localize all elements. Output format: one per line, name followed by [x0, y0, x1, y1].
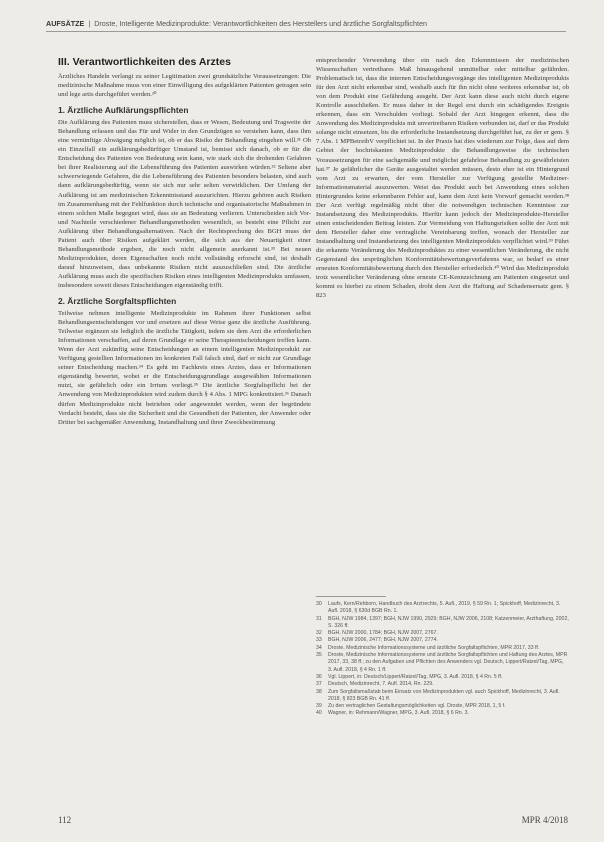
footnote-number: 38 — [316, 688, 322, 695]
footnote-item — [316, 674, 569, 681]
header-section: AUFSÄTZE — [46, 18, 85, 28]
footnote-item — [316, 601, 569, 616]
footnote-number: 37 — [316, 681, 322, 688]
subsection-body-2 — [58, 309, 311, 427]
subsection-text-2: Teilweise nehmen intelligente Medizinprodukte im Rahmen ihrer Funktionen selbst Behandlungsentscheidungen vor und ersetzen auf diese Weise ganz die ärztliche Ausführung. Teilweise ergänzen sie lediglich die ärztliche Tätigkeit, indem sie dem Arzt die erforderlichen Informationen verschaffen, auf deren Grundlage er seine Therapieentscheidungen treffen kann. Wenn der Arzt zukünftig seine Entscheidungen an einem intelligenten Medizinprodukt zur Verfügung gestellten Informationen im konkreten Fall falsch sind, darf er nicht zur Grundlage seiner Entscheidung machen.³⁴ Es geht im Fachkreis eines Arztes, dass er Informationen eigenständig bewertet, wobei er die Entscheidungsgrundlage ausgewählten Informationen nutzt, sie gefährlich oder ein Irrtum vorliegt.³⁵ Die ärztliche Sorgfaltspflicht bei der Anwendung von Medizinprodukten wird zudem durch § 4 Abs. 1 MPG konkretisiert.³⁶ Danach dürfen Medizinprodukte nicht betrieben oder angewendet werden, wenn der begründete Verdacht besteht, dass sie die Sicherheit und die Gesundheit der Patienten, der Anwender oder Dritter bei sachgemäßer Anwendung, Instandhaltung und ihrer Zweckbestimmung — [58, 310, 311, 426]
footnote-item — [316, 652, 569, 674]
journal-issue: MPR 4/2018 — [521, 815, 568, 825]
right-column-body — [316, 56, 569, 300]
header-rule — [46, 31, 566, 32]
right-column-text: entsprechender Verwendung über ein nach den Erkenntnissen der medizinischen Wissenschaften vertretbares Maß hinausgehend unmittelbar oder mittelbar gefährden. Problematisch ist, dass die internen Entscheidungsvorgänge des intelligenten Medizinprodukts für den Arzt nicht erkennbar sind, weshalb auch für ihn nicht ohne weiteres erkennbar ist, ob von dem Produkt eine Gefährdung ausgeht. Der Arzt kann diese auch nicht durch eigene Kontrolle ausschließen. Er muss daher in der Regel erst durch ein schädigendes Ereignis erkennen, dass ein Verschulden vorliegt. Sobald der Arzt hingegen erkennt, dass die Anwendung des Medizinprodukts mit unvertretbaren Risiken verbunden ist, darf er das Produkt solange nicht einsetzen, bis die erforderliche Instandsetzung durchgeführt hat, zu der er gem. § 7 Abs. 1 MPBetreibV verpflichtet ist. In der Praxis hat dies wiederum zur Folge, dass auf dem Gebiet der hochriskanten Medizinprodukte die Behandlungsweise die technischen Voraussetzungen für eine sachgemäße und möglichst gefahrlose Behandlung zu gewährleisten hat.³⁷ Je gefährlicher die Geräte ausgestaltet werden müssen, desto eher ist ein Hintergrund vom Arzt zu erwarten, der vom Hersteller zur Verfügung gestellte Mediziner-Informationsmaterial auszuwerten. Weist das Produkt auch bei Anwendung eines solchen Hintergrundes keine erkennbaren Fehler auf, kann dem Arzt kein Vorwurf gemacht werden.³⁸ Der Arzt verfügt regelmäßig nicht über die notwendigen technischen Kenntnisse zur Instandsetzung des Medizinprodukts. Hierfür kann jedoch der Medizinprodukte-Hersteller einen entscheidenden Beitrag leisten. Zur Vermeidung von Haftungsrisiken sollte der Arzt mit dem Hersteller daher eine vertragliche Vereinbarung treffen, wonach der Hersteller zur Instandhaltung und Instandsetzung des intelligenten Medizinprodukts verpflichtet wird.³⁹ Führt die erkannte Veränderung des Medizinproduktes zu einer wesentlichen Veränderung, die nicht Gegenstand des ursprünglichen Konformitätsbewertungsverfahrens war, so bedarf es einer erneuten Konformitätsbewertung durch den Hersteller erforderlich.⁴⁰ Wird das Medizinprodukt trotz wesentlicher Veränderung ohne erneute CE-Kennzeichnung am Patienten eingesetzt und kommt es hierbei zu einem Schaden, droht dem Arzt die Haftung auf Schadensersatz gem. § 823 — [316, 57, 569, 300]
footnote-number: 34 — [316, 644, 322, 651]
subsection-text-1: Die Aufklärung des Patienten muss sicherstellen, dass er Wesen, Bedeutung und Tragweite der Behandlung erfassen und das Für und Wider in den Grundzügen so verstehen kann, dass ihm eine vernünftige Abwägung möglich ist, ob er das Risiko der Behandlung eingehen will.³¹ Ob ein Einzelfall ein aufklärungsbedürftiger Umstand ist, bemisst sich danach, ob er für die Entscheidung des Patienten von Bedeutung sein kann, wie stark sich die drohenden Gefahren bei ihrer Realisierung auf die Lebensführung des Patienten auswirken würden.³² Seltene aber schwerwiegende Gefahren, die die Lebensführung des Patienten besonders belasten, sind auch dann aufklärungsbedürftig, wenn sie sich nur sehr selten verwirklichen. Der Umfang der Aufklärung ist am medizinischen Erkenntnisstand auszurichten. Hierzu gehören auch Risiken im Zusammenhang mit der Fehlfunktion durch technische und organisatorische Maßnahmen in einem solchen Maße begegnet wird, dass sie an Bedeutung verlieren. Unterscheiden sich Vor- und Nachteile verschiedener Behandlungsmethoden wesentlich, so besteht eine Pflicht zur Aufklärung über Behandlungsalternativen. Nach der Rechtsprechung des BGH muss der Patient auch über Risiken aufgeklärt werden, die sich aus der Neuartigkeit einer Behandlungsmethode ergeben, die noch nicht allgemein anerkannt ist.³³ Bei neuen Medizinprodukten, deren Eigenschaften noch nicht vollständig erforscht sind, ist deshalb darauf hinzuweisen, dass unbekannte Risiken nicht auszuschließen sind. Die ärztliche Aufklärung muss auch die spezifischen Risiken eines intelligenten Medizinprodukts umfassen, insbesondere soweit dieses Entscheidungen eigenständig trifft. — [58, 119, 311, 289]
footnote-item — [316, 710, 569, 717]
right-column — [316, 56, 569, 300]
header-separator: | — [88, 18, 91, 28]
footnote-rule — [316, 596, 386, 597]
footnote-item — [316, 689, 569, 704]
footnote-text: Deutsch, Medizinrecht, 7. Aufl. 2014, Rn. 229. — [328, 681, 434, 688]
subsection-heading-2: 2. Ärztliche Sorgfaltspflichten — [58, 296, 177, 307]
footnote-number: 32 — [316, 630, 322, 637]
footnote-text: BGH, NJW 2000, 1784; BGH, NJW 2007, 2767. — [328, 630, 438, 637]
running-header — [46, 16, 566, 30]
intro-paragraph — [58, 72, 311, 99]
footnote-number: 33 — [316, 637, 322, 644]
footnote-item — [316, 645, 569, 652]
section-heading: III. Verantwortlichkeiten des Arztes — [58, 56, 231, 68]
footnote-number: 39 — [316, 703, 322, 710]
footnote-item — [316, 637, 569, 644]
footnote-item — [316, 616, 569, 631]
intro-text: Ärztliches Handeln verlangt zu seiner Legitimation zwei grundsätzliche Voraussetzungen: Die medizinische Maßnahme muss von einer Einwilligung des aufgeklärten Patienten getragen sein und lege artis durchgeführt werden.³⁰ — [58, 73, 311, 99]
header-title: Droste, Intelligente Medizinprodukte: Verantwortlichkeiten des Herstellers und ärztliche Sorgfaltspflichten — [94, 18, 428, 28]
page-number: 112 — [58, 815, 72, 825]
subsection-heading-1: 1. Ärztliche Aufklärungspflichten — [58, 105, 189, 116]
footnote-text: Wagner, in: Rehmann/Wagner, MPG, 3. Aufl. 2018, § 6 Rn. 3. — [328, 710, 469, 717]
footnote-text: Zum Sorgfaltsmaßstab beim Einsatz von Medizinprodukten vgl. auch Spickhoff, Medizinrecht, 3. Aufl. 2018, § 823 BGB Rn. 41 ff. — [328, 688, 560, 702]
footnote-text: Droste, Medizinische Informationssysteme und ärztliche Sorgfaltspflichten, MPR 2017, 33 ff. — [328, 644, 540, 651]
footnote-number: 31 — [316, 615, 322, 622]
footnote-text: Vgl. Lippert, in: Deutsch/Lippert/Ratzel/Tag, MPG, 3. Aufl. 2018, § 4 Rn. 5 ff. — [328, 673, 503, 680]
subsection-body-1 — [58, 118, 311, 290]
footnote-text: BGH, NJW 2006, 2477; BGH, NJW 2007, 2774. — [328, 637, 438, 644]
footnotes — [316, 601, 569, 718]
footnote-number: 36 — [316, 673, 322, 680]
footnote-text: BGH, NJW 1984, 1397; BGH, NJW 1990, 2929; BGH, NJW 2006, 2108; Katzenmeier, Arzthaftung, 2002, S. 326 ff. — [328, 615, 569, 629]
footnote-text: Laufs, Kern/Rehborn, Handbuch des Arztrechts, 5. Aufl., 2019, § 59 Rn. 1; Spickhoff, Medizinrecht, 3. Aufl. 2018, § 630d BGB Rn. 1. — [328, 601, 561, 615]
footnote-text: Droste, Medizinische Informationssysteme und ärztliche Sorgfaltspflichten und Haftung des Arztes, MPR 2017, 33, 38 ff.; zu den Aufgaben und Pflichten des Anwenders vgl. Deutsch, Lippert/Ratzel/Tag, MPG, 3. Aufl. 2018, § 4 Rn. 1 ff. — [328, 652, 568, 673]
footnote-number: 40 — [316, 710, 322, 717]
footnote-number: 35 — [316, 652, 322, 659]
footnote-item — [316, 703, 569, 710]
footnote-item — [316, 630, 569, 637]
footnote-item — [316, 681, 569, 688]
left-column — [58, 56, 311, 427]
footnote-text: Zu den vertraglichen Gestaltungsmöglichkeiten vgl. Droste, MPR 2018, 1, 5 f. — [328, 703, 506, 710]
footnote-number: 30 — [316, 601, 322, 607]
